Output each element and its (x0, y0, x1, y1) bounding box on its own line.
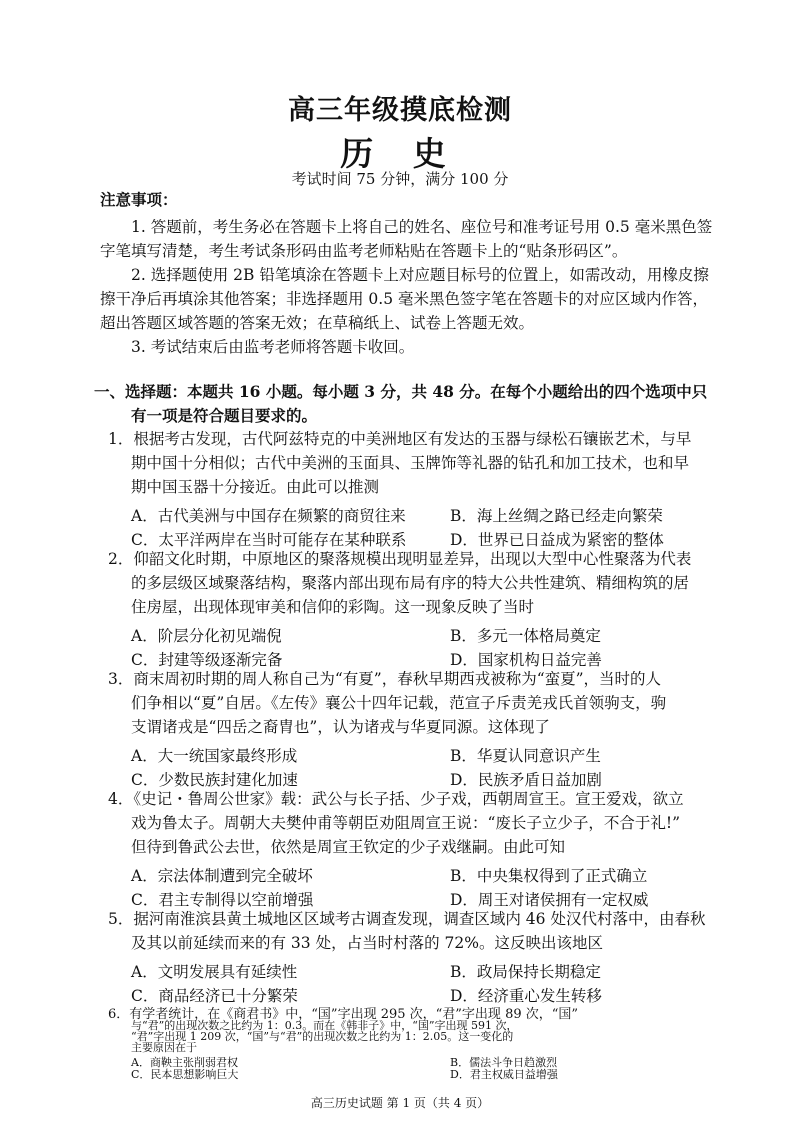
question-6-line: “君”字出现 1 209 次，“国”与“君”的出现次数之比约为 1：2.05。这一变化的 (131, 1030, 514, 1043)
question-2-line: 2．仰韶文化时期，中原地区的聚落规模出现明显差异，出现以大型中心性聚落为代表 (108, 550, 692, 568)
notice-line: 1. 答题前，考生务必在答题卡上将自己的姓名、座位号和准考证号用 0.5 毫米黑色签 (131, 218, 713, 236)
option-c[interactable]: C．君主专制得以空前增强 (131, 891, 314, 909)
page-footer: 高三历史试题 第 1 页（共 4 页） (310, 1096, 490, 1110)
option-a[interactable]: A．古代美洲与中国存在频繁的商贸往来 (131, 507, 406, 525)
question-1-line: 期中国十分相似；古代中美洲的玉面具、玉牌饰等礼器的钻孔和加工技术，也和早 (131, 454, 690, 472)
option-c[interactable]: C．封建等级逐渐完备 (131, 651, 283, 669)
question-6-line: 与“君”的出现次数之比约为 1：0.3。而在《韩非子》中，“国”字出现 591 次， (131, 1019, 518, 1032)
question-3-line: 3．商末周初时期的周人称自己为“有夏”，春秋早期西戎被称为“蛮夏”，当时的人 (108, 670, 662, 688)
option-b[interactable]: B．政局保持长期稳定 (450, 963, 601, 981)
option-d[interactable]: D．世界已日益成为紧密的整体 (450, 531, 664, 549)
option-d[interactable]: D．经济重心发生转移 (450, 987, 602, 1005)
question-1-line: 1．根据考古发现，古代阿兹特克的中美洲地区有发达的玉器与绿松石镶嵌艺术，与早 (108, 430, 692, 448)
option-c[interactable]: C．民本思想影响巨大 (131, 1068, 239, 1081)
section-heading-cont: 有一项是符合题目要求的。 (131, 406, 318, 425)
subject-title: 历 史 (340, 134, 460, 173)
question-6-line: 6．有学者统计，在《商君书》中，“国”字出现 295 次，“君”字出现 89 次，“国” (108, 1007, 579, 1022)
question-3-line: 支谓诸戎是“四岳之裔胄也”，认为诸戎与华夏同源。这体现了 (131, 718, 550, 736)
exam-title: 高三年级摸底检测 (288, 95, 512, 126)
exam-info: 考试时间 75 分钟，满分 100 分 (291, 170, 509, 188)
notice-heading: 注意事项： (100, 190, 178, 209)
option-b[interactable]: B．华夏认同意识产生 (450, 747, 601, 765)
notice-line: 3. 考试结束后由监考老师将答题卡收回。 (131, 338, 415, 356)
option-c[interactable]: C．少数民族封建化加速 (131, 771, 298, 789)
option-d[interactable]: D．民族矛盾日益加剧 (450, 771, 602, 789)
question-5-line: 5．据河南淮滨县黄土城地区区域考古调查发现，调查区域内 46 处汉代村落中，由春秋 (108, 910, 706, 928)
section-heading: 一、选择题：本题共 16 小题。每小题 3 分，共 48 分。在每个小题给出的四个选项中只 (94, 382, 708, 401)
question-5-line: 及其以前延续而来的有 33 处，占当时村落的 72%。这反映出该地区 (131, 934, 603, 952)
question-2-line: 的多层级区域聚落结构，聚落内部出现布局有序的特大公共性建筑、精细构筑的居 (131, 574, 690, 592)
option-b[interactable]: B．多元一体格局奠定 (450, 627, 601, 645)
question-2-line: 住房屋，出现体现审美和信仰的彩陶。这一现象反映了当时 (131, 598, 535, 616)
option-d[interactable]: D．周王对诸侯拥有一定权威 (450, 891, 649, 909)
question-6-line: 主要原因在于 (131, 1041, 197, 1054)
option-c[interactable]: C．太平洋两岸在当时可能存在某种联系 (131, 531, 407, 549)
question-4-line: 戏为鲁太子。周朝大夫樊仲甫等朝臣劝阻周宣王说：“废长子立少子，不合于礼!” (131, 814, 681, 832)
option-a[interactable]: A．商鞅主张削弱君权 (131, 1056, 238, 1069)
notice-line: 超出答题区域答题的答案无效；在草稿纸上、试卷上答题无效。 (100, 314, 535, 332)
option-b[interactable]: B．海上丝绸之路已经走向繁荣 (450, 507, 663, 525)
option-a[interactable]: A．大一统国家最终形成 (131, 747, 298, 765)
option-d[interactable]: D．君主权威日益增强 (450, 1068, 558, 1081)
question-1-line: 期中国玉器十分接近。由此可以推测 (131, 478, 380, 496)
option-a[interactable]: A．阶层分化初见端倪 (131, 627, 282, 645)
question-4-line: 4．《史记・鲁周公世家》载：武公与长子括、少子戏，西朝周宣王。宣王爱戏，欲立 (108, 790, 684, 808)
option-b[interactable]: B．儒法斗争日趋激烈 (450, 1056, 558, 1069)
notice-line: 2. 选择题使用 2B 铅笔填涂在答题卡上对应题目标号的位置上，如需改动，用橡皮擦 (131, 266, 709, 284)
option-c[interactable]: C．商品经济已十分繁荣 (131, 987, 298, 1005)
option-a[interactable]: A．宗法体制遭到完全破坏 (131, 867, 313, 885)
question-3-line: 们争相以“夏”自居。《左传》襄公十四年记载，范宣子斥责羌戎氏首领驹支，驹 (131, 694, 667, 712)
option-b[interactable]: B．中央集权得到了正式确立 (450, 867, 648, 885)
option-a[interactable]: A．文明发展具有延续性 (131, 963, 298, 981)
notice-line: 字笔填写清楚，考生考试条形码由监考老师粘贴在答题卡上的“贴条形码区”。 (100, 242, 628, 260)
question-4-line: 但待到鲁武公去世，依然是周宣王钦定的少子戏继嗣。由此可知 (131, 838, 566, 856)
notice-line: 擦干净后再填涂其他答案；非选择题用 0.5 毫米黑色签字笔在答题卡的对应区域内作答， (100, 290, 709, 308)
option-d[interactable]: D．国家机构日益完善 (450, 651, 602, 669)
